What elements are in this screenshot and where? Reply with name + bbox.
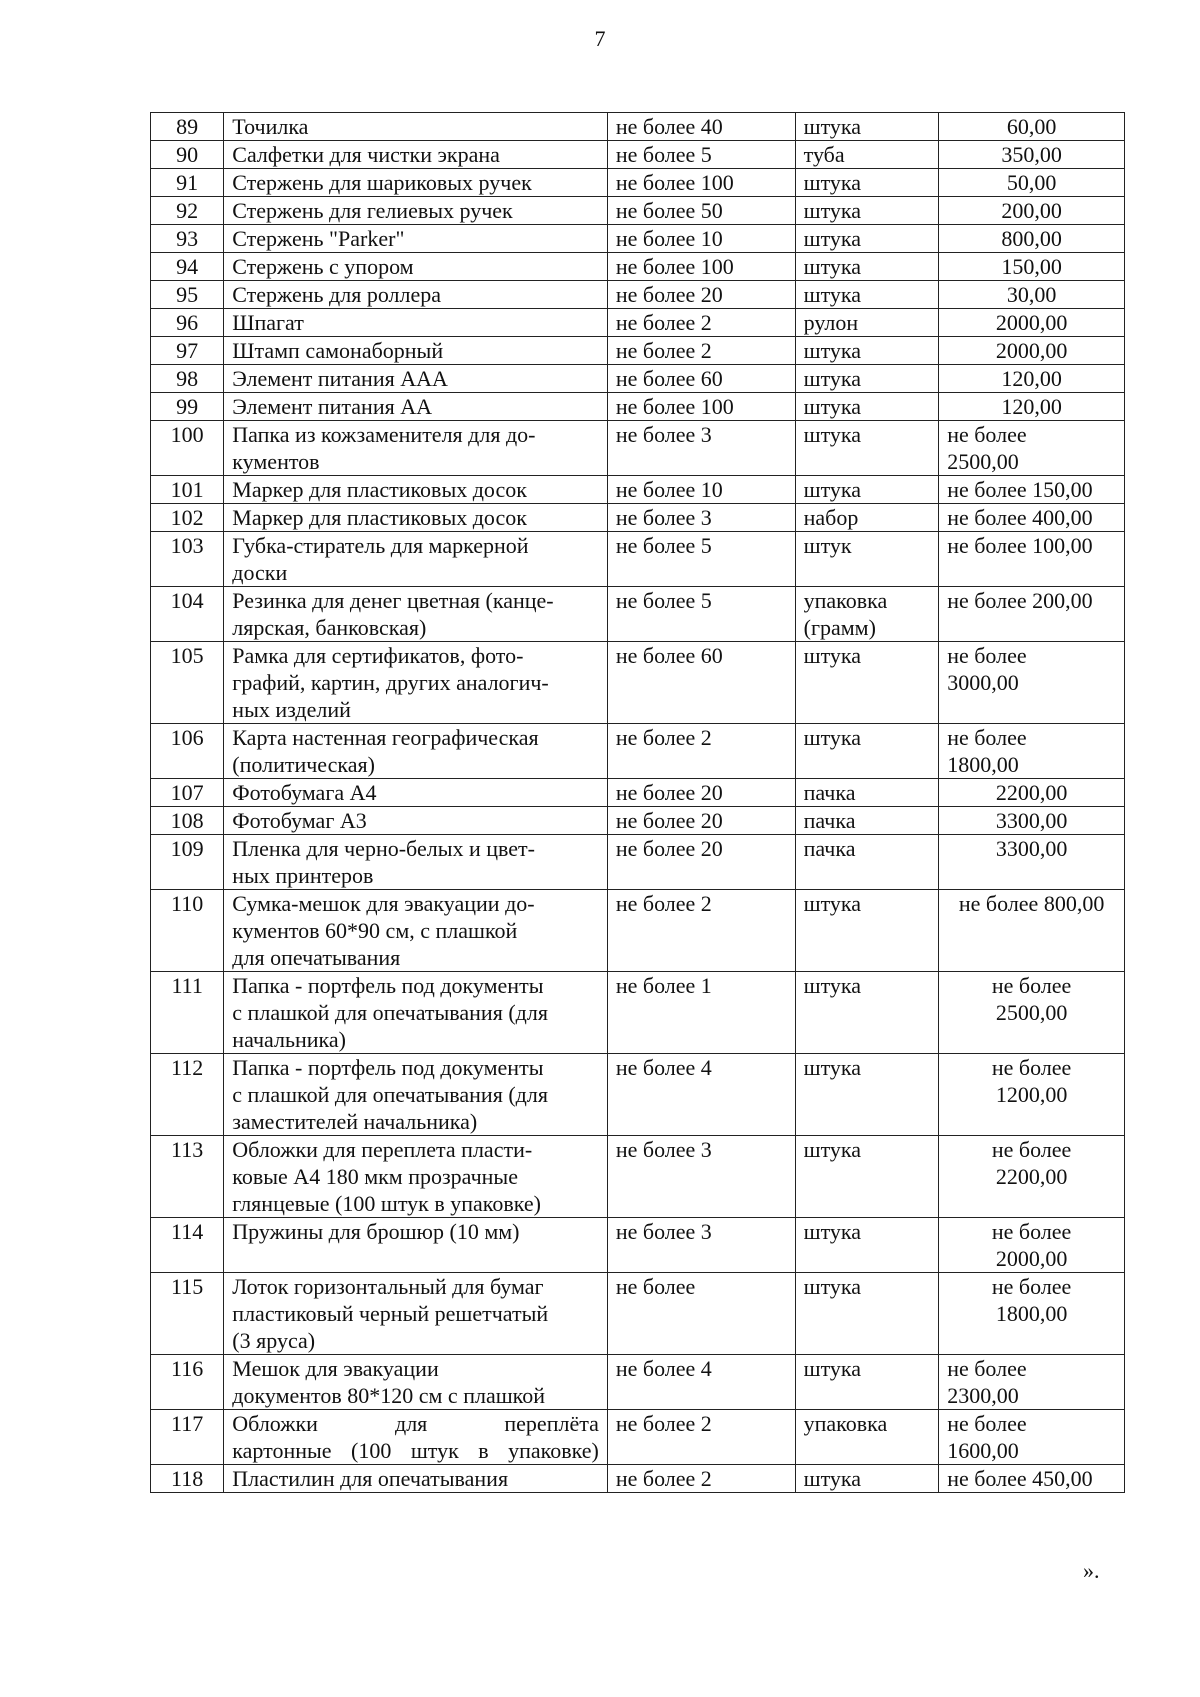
item-number: 108 — [151, 807, 224, 835]
item-quantity: не более 50 — [607, 197, 795, 225]
item-price: 200,00 — [939, 197, 1125, 225]
item-number: 102 — [151, 504, 224, 532]
item-name: Папка - портфель под документы с плашкой для опечатывания (для заместителей начальника) — [224, 1054, 608, 1136]
item-unit: пачка — [795, 835, 939, 890]
item-quantity: не более 5 — [607, 587, 795, 642]
item-unit: штука — [795, 1355, 939, 1410]
item-price: 350,00 — [939, 141, 1125, 169]
table-row — [151, 779, 1125, 807]
item-quantity: не более 1 — [607, 972, 795, 1054]
item-price: 120,00 — [939, 365, 1125, 393]
item-name: Папка из кожзаменителя для до- кументов — [224, 421, 608, 476]
item-number: 114 — [151, 1218, 224, 1273]
item-price: не более 1800,00 — [939, 1273, 1125, 1355]
item-unit: штука — [795, 225, 939, 253]
item-number: 90 — [151, 141, 224, 169]
item-price: не более 3000,00 — [939, 642, 1125, 724]
item-quantity: не более 5 — [607, 532, 795, 587]
table-row — [151, 141, 1125, 169]
item-price: 30,00 — [939, 281, 1125, 309]
table-row — [151, 337, 1125, 365]
table-row — [151, 421, 1125, 476]
item-unit: штука — [795, 1218, 939, 1273]
item-price: 2000,00 — [939, 337, 1125, 365]
item-number: 106 — [151, 724, 224, 779]
item-unit: штука — [795, 724, 939, 779]
item-price: не более 450,00 — [939, 1465, 1125, 1493]
items-table — [150, 112, 1125, 1493]
item-number: 91 — [151, 169, 224, 197]
item-unit: упаковка — [795, 1410, 939, 1465]
item-price: не более 2200,00 — [939, 1136, 1125, 1218]
item-name: Маркер для пластиковых досок — [224, 504, 608, 532]
table-row — [151, 1218, 1125, 1273]
item-quantity: не более 2 — [607, 1465, 795, 1493]
table-row — [151, 169, 1125, 197]
item-price: не более 400,00 — [939, 504, 1125, 532]
table-row — [151, 890, 1125, 972]
item-unit: набор — [795, 504, 939, 532]
item-name: Салфетки для чистки экрана — [224, 141, 608, 169]
item-name: Фотобумага А4 — [224, 779, 608, 807]
item-unit: туба — [795, 141, 939, 169]
item-name: Стержень для гелиевых ручек — [224, 197, 608, 225]
item-price: 800,00 — [939, 225, 1125, 253]
item-price: 3300,00 — [939, 835, 1125, 890]
table-row — [151, 113, 1125, 141]
item-name: Элемент питания ААА — [224, 365, 608, 393]
item-number: 92 — [151, 197, 224, 225]
item-quantity: не более 2 — [607, 890, 795, 972]
item-number: 96 — [151, 309, 224, 337]
table-row — [151, 253, 1125, 281]
item-number: 105 — [151, 642, 224, 724]
item-quantity: не более 3 — [607, 421, 795, 476]
table-row — [151, 365, 1125, 393]
item-number: 101 — [151, 476, 224, 504]
item-price: 60,00 — [939, 113, 1125, 141]
item-name: Точилка — [224, 113, 608, 141]
item-name: Маркер для пластиковых досок — [224, 476, 608, 504]
item-number: 99 — [151, 393, 224, 421]
item-quantity: не более 40 — [607, 113, 795, 141]
item-unit: штука — [795, 642, 939, 724]
item-name: Карта настенная географическая (политическая) — [224, 724, 608, 779]
item-quantity: не более 10 — [607, 225, 795, 253]
item-price: 150,00 — [939, 253, 1125, 281]
table-row — [151, 587, 1125, 642]
item-name: Папка - портфель под документы с плашкой для опечатывания (для начальника) — [224, 972, 608, 1054]
item-name: Мешок для эвакуации документов 80*120 см с плашкой — [224, 1355, 608, 1410]
item-name: Шпагат — [224, 309, 608, 337]
item-number: 113 — [151, 1136, 224, 1218]
item-price: 50,00 — [939, 169, 1125, 197]
item-quantity: не более 2 — [607, 309, 795, 337]
item-quantity: не более 2 — [607, 1410, 795, 1465]
table-row — [151, 724, 1125, 779]
item-name: Губка-стиратель для маркерной доски — [224, 532, 608, 587]
item-quantity: не более 3 — [607, 1136, 795, 1218]
item-quantity: не более 5 — [607, 141, 795, 169]
item-unit: пачка — [795, 807, 939, 835]
table-row — [151, 504, 1125, 532]
item-unit: штук — [795, 532, 939, 587]
item-unit: штука — [795, 337, 939, 365]
item-number: 110 — [151, 890, 224, 972]
item-quantity: не более 3 — [607, 1218, 795, 1273]
item-price: не более 100,00 — [939, 532, 1125, 587]
item-unit: штука — [795, 169, 939, 197]
table-row — [151, 1465, 1125, 1493]
item-quantity: не более 3 — [607, 504, 795, 532]
item-unit: штука — [795, 365, 939, 393]
table-row — [151, 1136, 1125, 1218]
item-price: 2000,00 — [939, 309, 1125, 337]
table-row — [151, 197, 1125, 225]
item-name: Фотобумаг А3 — [224, 807, 608, 835]
table-row — [151, 807, 1125, 835]
item-unit: штука — [795, 476, 939, 504]
item-price: не более 1200,00 — [939, 1054, 1125, 1136]
item-unit: штука — [795, 1054, 939, 1136]
item-quantity: не более 10 — [607, 476, 795, 504]
item-unit: штука — [795, 972, 939, 1054]
item-name: Пружины для брошюр (10 мм) — [224, 1218, 608, 1273]
table-row — [151, 281, 1125, 309]
table-row — [151, 1355, 1125, 1410]
item-number: 97 — [151, 337, 224, 365]
item-number: 112 — [151, 1054, 224, 1136]
item-unit: штука — [795, 253, 939, 281]
item-price: не более 2500,00 — [939, 421, 1125, 476]
table-row — [151, 309, 1125, 337]
item-quantity: не более 100 — [607, 253, 795, 281]
item-unit: штука — [795, 113, 939, 141]
item-unit: штука — [795, 281, 939, 309]
item-quantity: не более 2 — [607, 724, 795, 779]
item-number: 109 — [151, 835, 224, 890]
table-row — [151, 1273, 1125, 1355]
item-unit: штука — [795, 421, 939, 476]
item-price: 3300,00 — [939, 807, 1125, 835]
item-name: Обложки для переплета пласти- ковые А4 180 мкм прозрачные глянцевые (100 штук в упаковке) — [224, 1136, 608, 1218]
item-unit: штука — [795, 197, 939, 225]
item-price: не более 150,00 — [939, 476, 1125, 504]
item-quantity: не более 20 — [607, 281, 795, 309]
item-quantity: не более 60 — [607, 365, 795, 393]
item-name: Рамка для сертификатов, фото- графий, картин, других аналогич- ных изделий — [224, 642, 608, 724]
item-number: 98 — [151, 365, 224, 393]
item-unit: штука — [795, 1465, 939, 1493]
table-row — [151, 225, 1125, 253]
item-number: 111 — [151, 972, 224, 1054]
item-unit: штука — [795, 1273, 939, 1355]
item-quantity: не более 60 — [607, 642, 795, 724]
item-name: Элемент питания АА — [224, 393, 608, 421]
item-quantity: не более 100 — [607, 393, 795, 421]
item-name: Стержень с упором — [224, 253, 608, 281]
table-row — [151, 972, 1125, 1054]
item-price: не более 2500,00 — [939, 972, 1125, 1054]
table-row — [151, 532, 1125, 587]
item-number: 104 — [151, 587, 224, 642]
item-number: 100 — [151, 421, 224, 476]
closing-quote-mark: ». — [1083, 1558, 1100, 1583]
item-number: 115 — [151, 1273, 224, 1355]
item-name: Резинка для денег цветная (канце- лярская, банковская) — [224, 587, 608, 642]
item-number: 118 — [151, 1465, 224, 1493]
item-price: не более 200,00 — [939, 587, 1125, 642]
item-price: не более 800,00 — [939, 890, 1125, 972]
item-unit: штука — [795, 890, 939, 972]
item-name: Пластилин для опечатывания — [224, 1465, 608, 1493]
items-table-body — [151, 113, 1125, 1493]
item-price: не более 2300,00 — [939, 1355, 1125, 1410]
item-number: 93 — [151, 225, 224, 253]
item-name: Стержень "Parker" — [224, 225, 608, 253]
item-quantity: не более 4 — [607, 1054, 795, 1136]
item-number: 116 — [151, 1355, 224, 1410]
item-quantity: не более — [607, 1273, 795, 1355]
item-price: 2200,00 — [939, 779, 1125, 807]
item-price: не более 1600,00 — [939, 1410, 1125, 1465]
item-unit: упаковка (грамм) — [795, 587, 939, 642]
item-name: Стержень для шариковых ручек — [224, 169, 608, 197]
item-unit: пачка — [795, 779, 939, 807]
item-number: 89 — [151, 113, 224, 141]
table-row — [151, 835, 1125, 890]
item-name: Штамп самонаборный — [224, 337, 608, 365]
item-price: не более 2000,00 — [939, 1218, 1125, 1273]
table-row — [151, 642, 1125, 724]
item-price: 120,00 — [939, 393, 1125, 421]
item-quantity: не более 20 — [607, 807, 795, 835]
item-unit: штука — [795, 393, 939, 421]
item-quantity: не более 4 — [607, 1355, 795, 1410]
item-quantity: не более 20 — [607, 779, 795, 807]
item-number: 117 — [151, 1410, 224, 1465]
item-number: 107 — [151, 779, 224, 807]
table-row — [151, 1054, 1125, 1136]
item-name: Сумка-мешок для эвакуации до- кументов 60*90 см, с плашкой для опечатывания — [224, 890, 608, 972]
item-quantity: не более 100 — [607, 169, 795, 197]
item-unit: штука — [795, 1136, 939, 1218]
item-number: 95 — [151, 281, 224, 309]
item-quantity: не более 2 — [607, 337, 795, 365]
item-name: Стержень для роллера — [224, 281, 608, 309]
item-name: Обложки для переплёта картонные (100 штук в упаковке) — [224, 1410, 608, 1465]
item-quantity: не более 20 — [607, 835, 795, 890]
page-number: 7 — [594, 26, 606, 51]
item-price: не более 1800,00 — [939, 724, 1125, 779]
item-number: 103 — [151, 532, 224, 587]
table-row — [151, 1410, 1125, 1465]
table-row — [151, 476, 1125, 504]
item-unit: рулон — [795, 309, 939, 337]
table-row — [151, 393, 1125, 421]
item-name: Лоток горизонтальный для бумаг пластиковый черный решетчатый (3 яруса) — [224, 1273, 608, 1355]
item-name: Пленка для черно-белых и цвет- ных принтеров — [224, 835, 608, 890]
item-number: 94 — [151, 253, 224, 281]
